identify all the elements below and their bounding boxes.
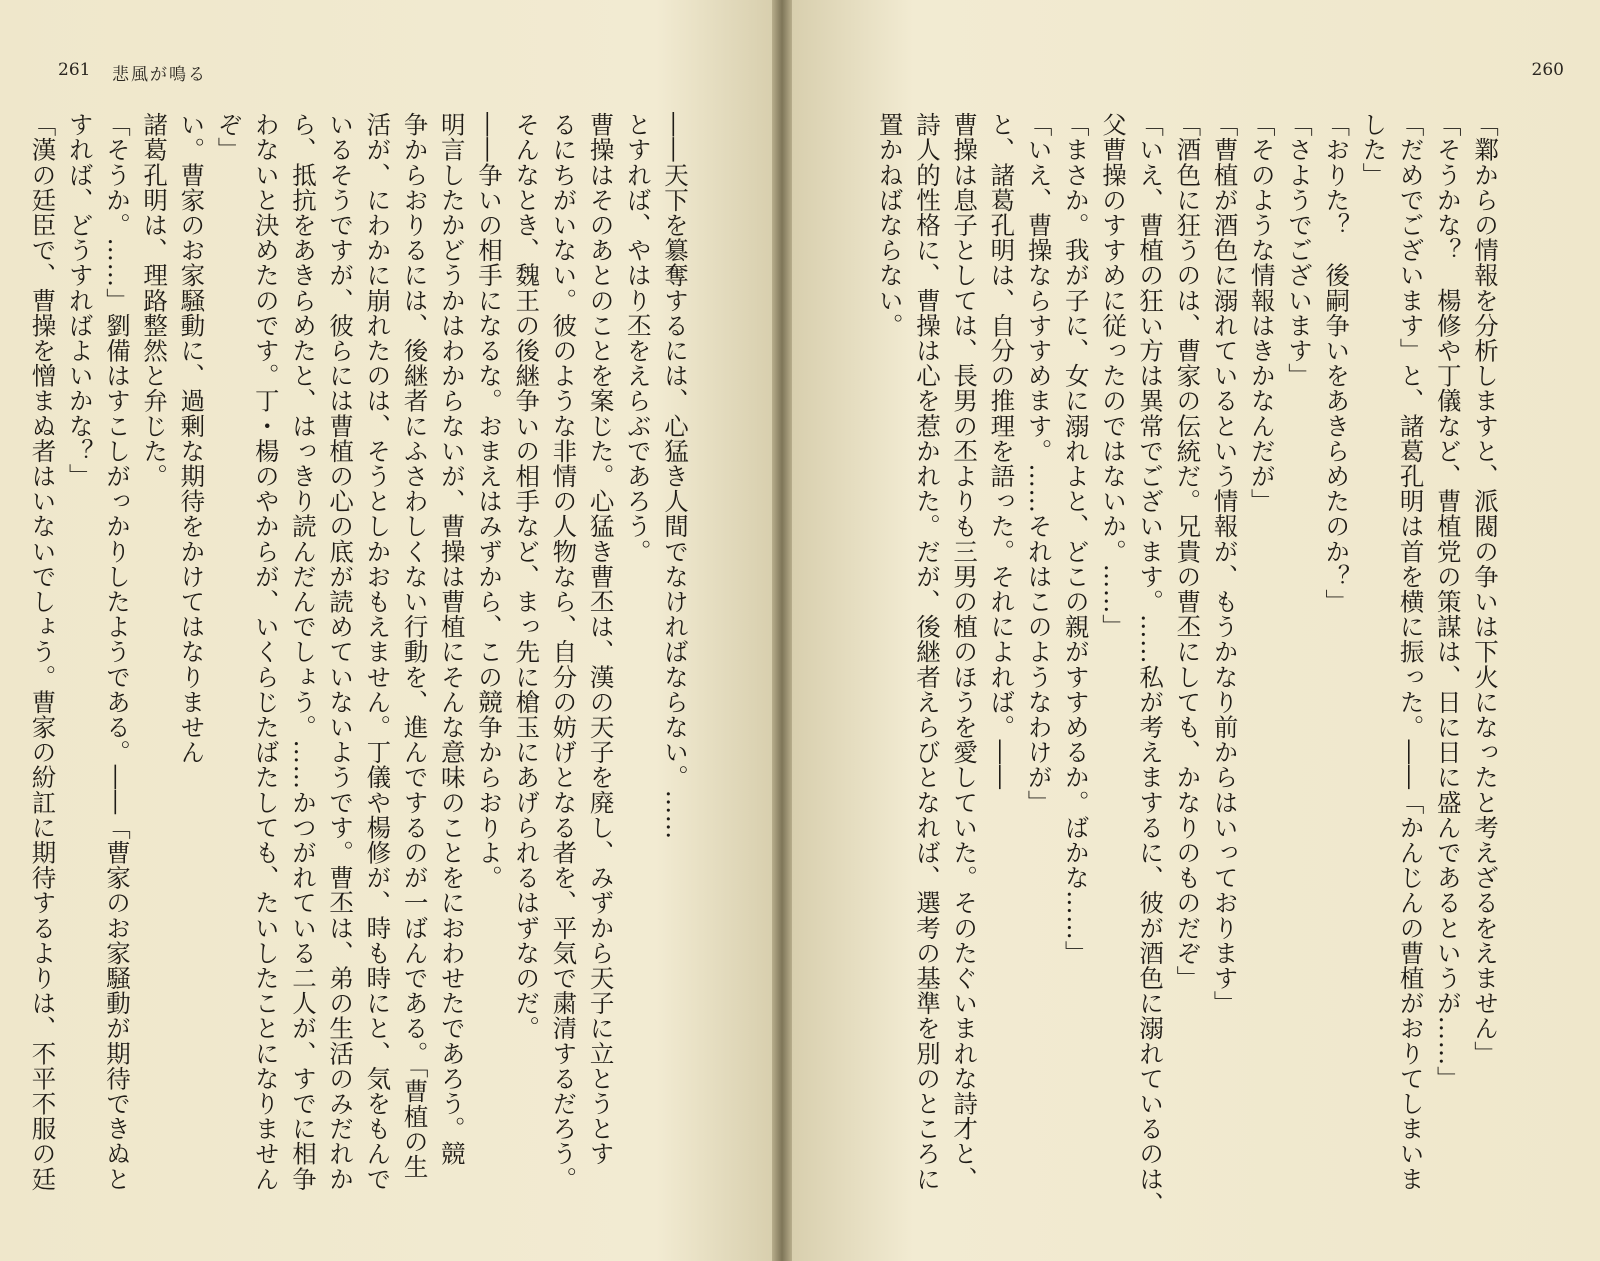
vertical-body-text: ――天下を簒奪するには、心猛き人間でなければならない。…… とすれば、やはり丕をえらぶであろう。 曹操はそのあとのことを案じた。心猛き曹丕は、漢の天子を廃し、みずから天子に立とうとす るにちがいない。彼のような非情の人物なら、自分の妨げとなる者を、平気で粛清するだろう。 そんなとき、魏王の後継争いの相手など、まっ先に槍玉にあげられるはずなのだ。 ――争いの相手になるな。おまえはみずから、この競争からおりよ。 明言したかどうかはわからないが、曹操は曹植にそんな意味のことをにおわせたであろう。競 争からおりるには、後継者にふさわしくない行動を、進んでするのが一ばんである。「曹植の生 活が、にわかに崩れたのは、そうとしかおもえません。丁儀や楊修が、時も時にと、気をもんで いるそうですが、彼らには曹植の心の底が読めていないようです。曹丕は、弟の生活のみだれか ら、抵抗をあきらめたと、はっきり読んだんでしょう。……かつがれている二人が、すでに相争 わないと決めたのです。丁・楊のやからが、いくらじたばたしても、たいしたことになりませんぞ」 い。曹家のお家騒動に、過剰な期待をかけてはなりません 諸葛孔明は、理路整然と弁じた。 「そうか。……」劉備はすこしがっかりしたようである。――「曹家のお家騒動が期待できぬと すれば、どうすればよいかな？」 「漢の廷臣で、曹操を憎まぬ者はいないでしょう。曹家の紛訌に期待するよりは、不平不服の廷 — [28, 112, 690, 1192]
page-number: 261 — [58, 60, 91, 80]
book-gutter — [772, 0, 792, 1261]
page-number: 260 — [1531, 60, 1564, 80]
left-page — [0, 0, 772, 1261]
running-title: 悲風が鳴る — [112, 65, 207, 85]
right-page — [792, 0, 1600, 1261]
vertical-body-text: 「鄴からの情報を分析しますと、派閥の争いは下火になったと考えざるをえません」 「そうかな？ 楊修や丁儀など、曹植党の策謀は、日に日に盛んであるというが……」 「だめでございます」と、諸葛孔明は首を横に振った。――「かんじんの曹植がおりてしまいま した」 「おりた？ 後嗣争いをあきらめたのか？」 「さようでございます」 「そのような情報はきかなんだが」 「曹植が酒色に溺れているという情報が、もうかなり前からはいっております」 「酒色に狂うのは、曹家の伝統だ。兄貴の曹丕にしても、かなりのものだぞ」 「いえ、曹植の狂い方は異常でございます。……私が考えまするに、彼が酒色に溺れているのは、 父曹操のすすめに従ったのではないか。……」 「まさか。我が子に、女に溺れよと、どこの親がすすめるか。ばかな……」 「いえ、曹操ならすすめます。……それはこのようなわけが」 と、諸葛孔明は、自分の推理を語った。それによれば。―― 曹操は息子としては、長男の丕よりも三男の植のほうを愛していた。そのたぐいまれな詩才と、 詩人的性格に、曹操は心を惹かれた。だが、後継者えらびとなれば、選考の基準を別のところに 置かねばならない。 — [875, 112, 1500, 1217]
